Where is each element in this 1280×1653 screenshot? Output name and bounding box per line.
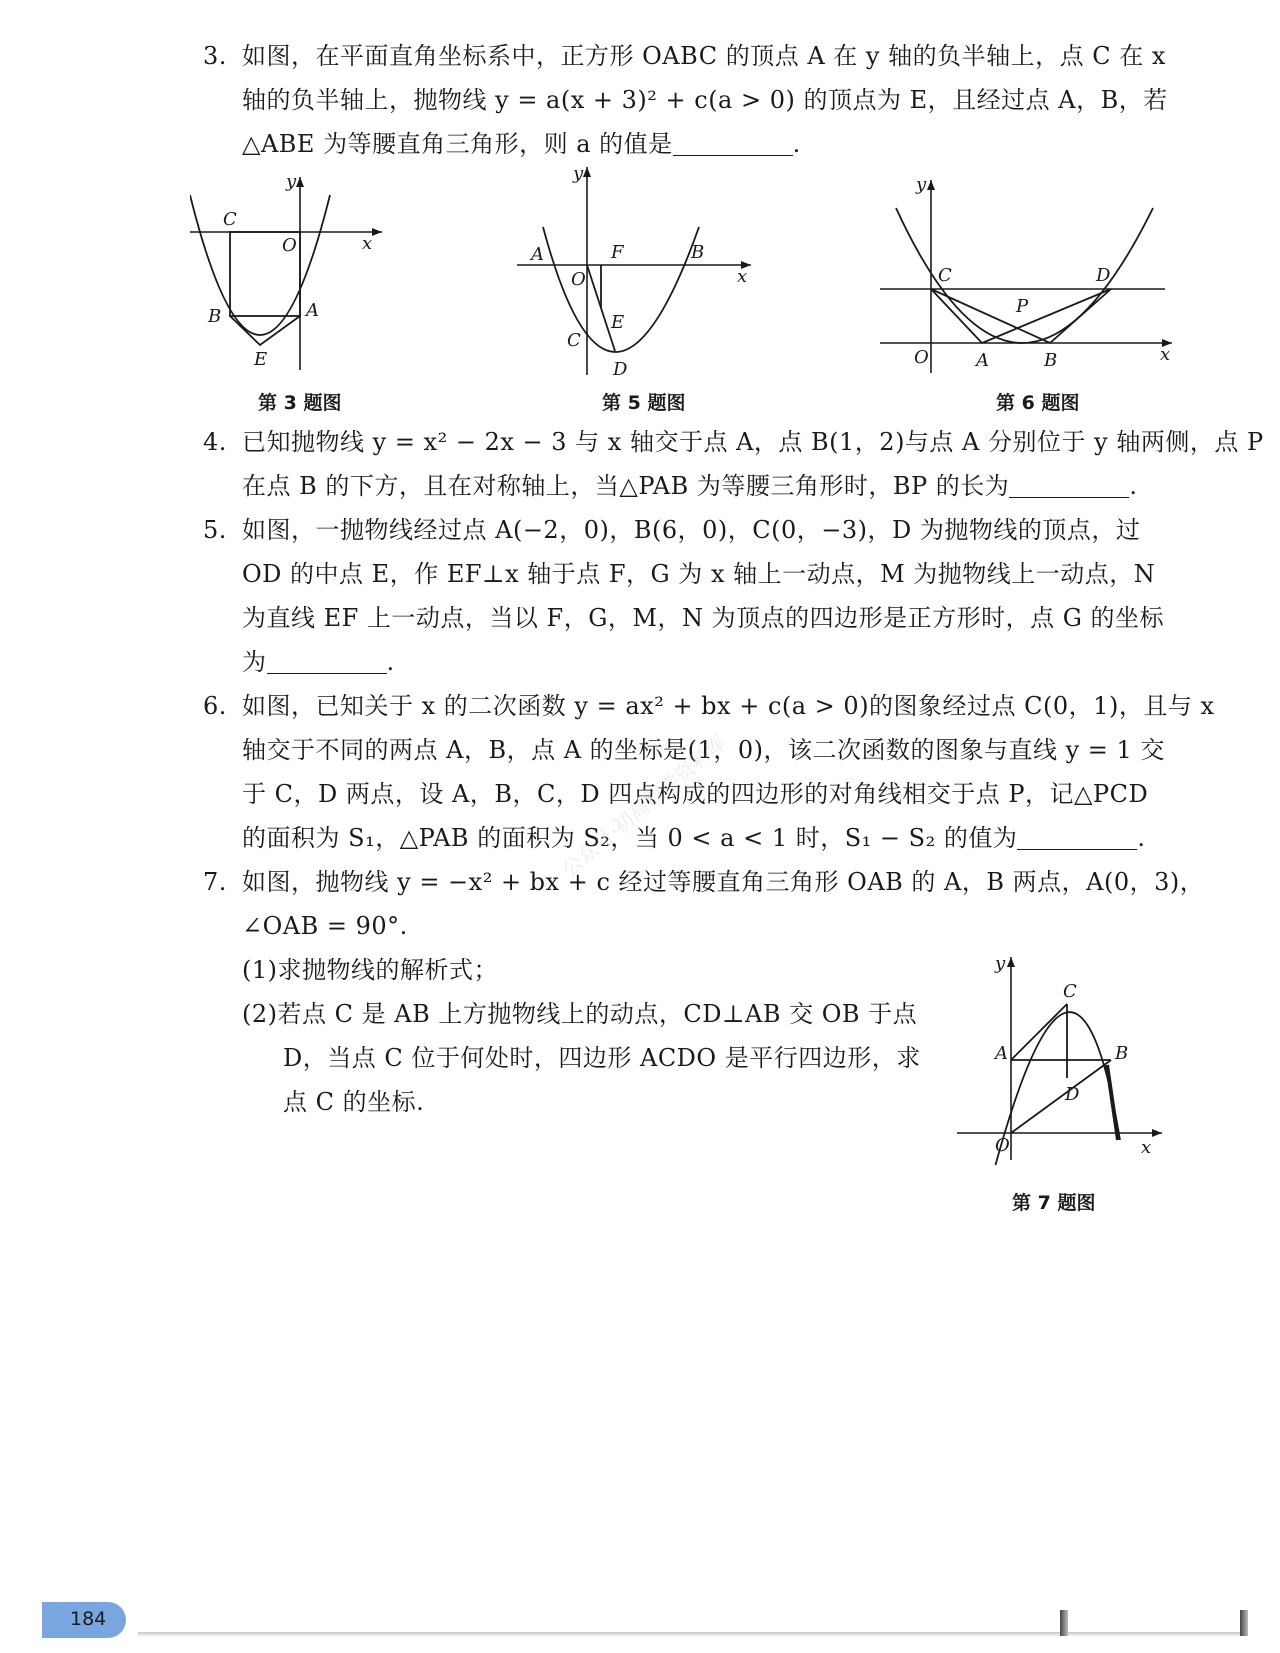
problem-line [203,122,1183,166]
footer-marker [1240,1610,1248,1636]
problem-number: 6. [203,692,227,720]
label: y [916,178,927,195]
label: D [1096,265,1111,286]
label: B [208,306,222,327]
figure-5-svg [515,165,755,380]
figure-3-caption: 第 3 题图 [258,392,342,414]
figure-3-svg [190,175,390,375]
problem-number: 3. [203,42,227,70]
label: C [1063,981,1077,1002]
label: D [613,359,628,380]
sub-question-2: (2)若点 C 是 AB 上方抛物线上的动点，CD⊥AB 交 OB 于点 [242,1000,918,1028]
label: C [223,209,237,230]
figure-7-svg [955,955,1180,1165]
label: P [1016,296,1029,317]
period: . [1129,472,1138,500]
answer-blank[interactable] [673,131,793,156]
label: B [1115,1043,1129,1064]
label: O [995,1135,1010,1156]
label: O [914,347,929,368]
figure-5 [515,165,755,380]
sub-question-2-line: D，当点 C 位于何处时，四边形 ACDO 是平行四边形，求 [283,1044,921,1072]
problem-line: ∠OAB = 90°. [242,912,408,940]
problem-line: OD 的中点 E，作 EF⊥x 轴于点 F，G 为 x 轴上一动点，M 为抛物线上一动点，N [242,560,1156,588]
label: A [976,350,989,371]
problem-line [203,640,1183,684]
label: C [938,265,952,286]
problem-line: 如图，抛物线 y = −x² + bx + c 经过等腰直角三角形 OAB 的 A，B 两点，A(0，3)， [242,868,1205,896]
label: y [286,175,297,192]
problem-line: 为直线 EF 上一动点，当以 F，G，M，N 为顶点的四边形是正方形时，点 G 的坐标 [242,604,1165,632]
period: . [792,130,801,158]
footer-marker [1060,1610,1068,1636]
label: F [611,242,624,263]
figure-7-caption: 第 7 题图 [1012,1192,1096,1214]
problem-number: 4. [203,428,227,456]
label: A [306,300,319,321]
problem-3 [203,34,1183,166]
page-number: 184 [70,1608,107,1630]
problem-line: 如图，一抛物线经过点 A(−2，0)，B(6，0)，C(0，−3)，D 为抛物线的顶点，过 [242,516,1141,544]
period: . [1137,824,1146,852]
label: y [995,955,1006,974]
problem-text: 为 [242,648,267,676]
problem-4 [203,420,1264,508]
sub-question-2-line: 点 C 的坐标. [283,1088,425,1116]
period: . [386,648,395,676]
answer-blank[interactable] [267,649,387,674]
problem-line [203,464,1183,508]
problem-line: 已知抛物线 y = x² − 2x − 3 与 x 轴交于点 A，点 B(1，2)与点 A 分别位于 y 轴两侧，点 P [242,428,1264,456]
sub-question-1: (1)求抛物线的解析式； [242,956,498,984]
figure-6 [880,178,1180,378]
problem-text: △ABE 为等腰直角三角形，则 a 的值是 [242,130,673,158]
label: A [995,1043,1008,1064]
label: E [611,312,625,333]
label: D [1065,1084,1080,1105]
answer-blank[interactable] [1009,473,1129,498]
problem-text: 的面积为 S₁，△PAB 的面积为 S₂，当 0 < a < 1 时，S₁ − S₂ 的值为 [242,824,1018,852]
figure-7 [955,955,1180,1165]
answer-blank[interactable] [1017,825,1137,850]
problem-line: 轴交于不同的两点 A，B，点 A 的坐标是(1，0)，该二次函数的图象与直线 y = 1 交 [242,736,1165,764]
problem-line: 如图，已知关于 x 的二次函数 y = ax² + bx + c(a > 0)的图象经过点 C(0，1)，且与 x [242,692,1215,720]
problem-text: 在点 B 的下方，且在对称轴上，当△PAB 为等腰三角形时，BP 的长为 [242,472,1010,500]
problem-line: 如图，在平面直角坐标系中，正方形 OABC 的顶点 A 在 y 轴的负半轴上，点 C 在 x [242,42,1166,70]
label: C [567,330,581,351]
problem-5 [203,508,1183,684]
watermark: 公众号·初高数学资料库 [557,730,731,882]
label: E [254,349,268,370]
label: O [571,269,586,290]
label: B [691,242,705,263]
label: x [1141,1137,1152,1158]
figure-5-caption: 第 5 题图 [602,392,686,414]
footer-rule [138,1632,1242,1636]
problem-number: 7. [203,868,227,896]
problem-line [203,816,1183,860]
label: O [282,235,297,256]
problem-line: 于 C，D 两点，设 A，B，C，D 四点构成的四边形的对角线相交于点 P，记△PCD [242,780,1149,808]
problem-line: 轴的负半轴上，抛物线 y = a(x + 3)² + c(a > 0) 的顶点为 E，且经过点 A，B，若 [242,86,1168,114]
figure-3 [190,175,390,375]
label: A [531,244,544,265]
figure-6-caption: 第 6 题图 [996,392,1080,414]
figure-6-svg [880,178,1180,378]
label: y [573,165,584,184]
label: x [1160,344,1171,365]
label: B [1044,350,1058,371]
label: x [362,233,373,254]
problem-number: 5. [203,516,227,544]
label: x [737,266,748,287]
